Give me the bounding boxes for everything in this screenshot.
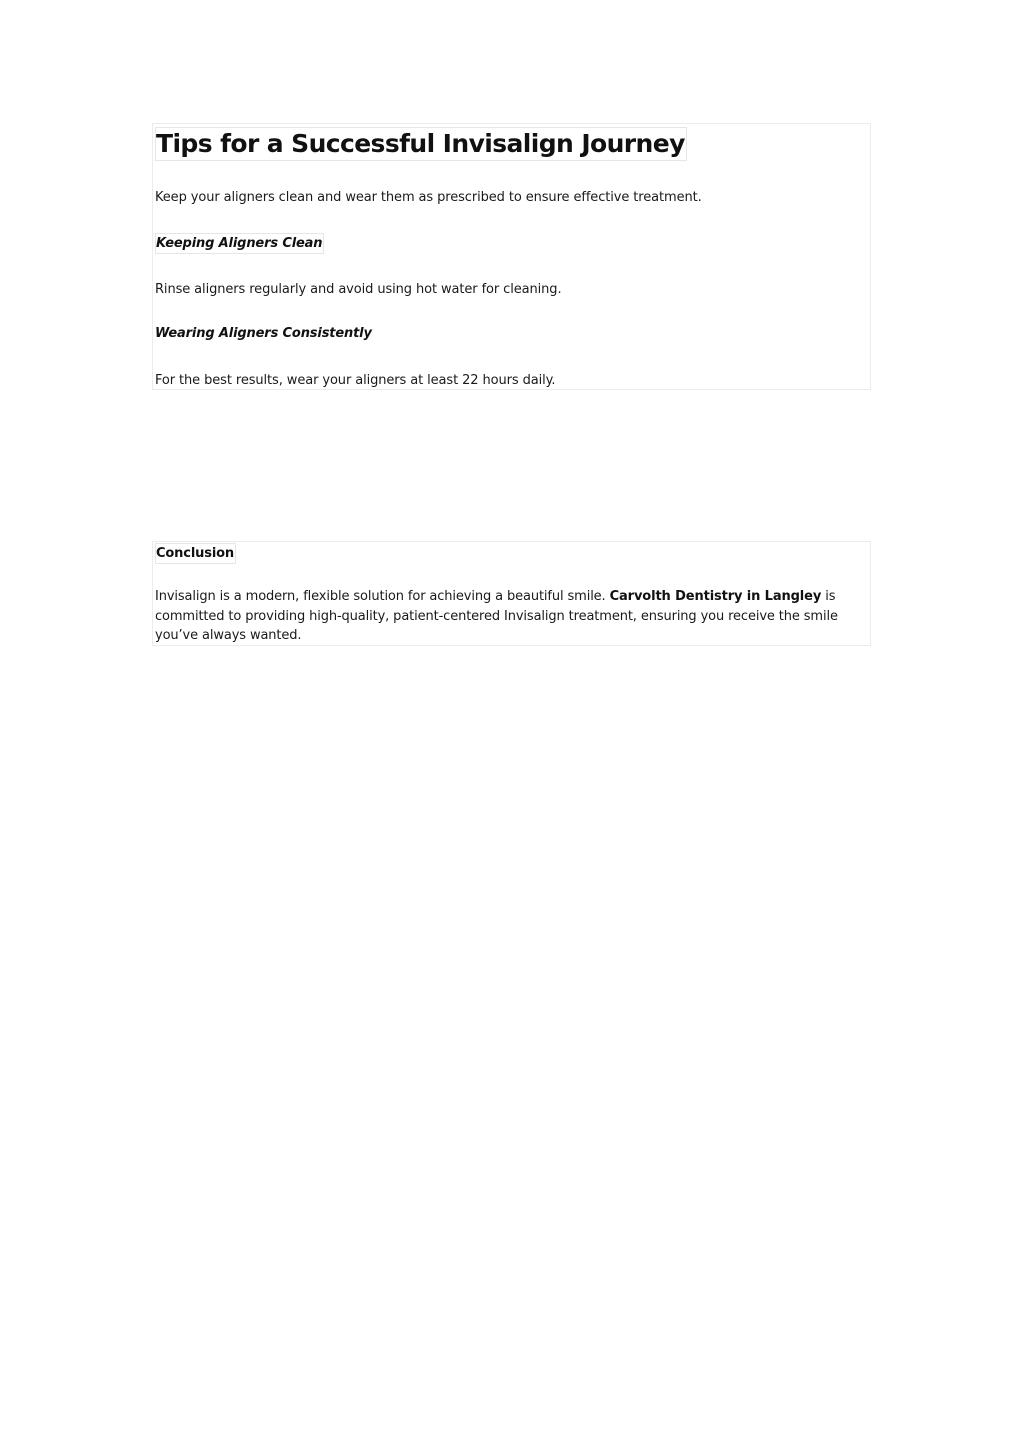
tips-intro-text: Keep your aligners clean and wear them as prescribed to ensure effective treatment. (155, 190, 702, 205)
conclusion-paragraph (155, 587, 855, 646)
conclusion-text-start: Invisalign is a modern, flexible solution for achieving a beautiful smile. (155, 589, 610, 604)
keeping-aligners-clean-text: Rinse aligners regularly and avoid using hot water for cleaning. (155, 282, 562, 297)
keeping-aligners-clean-heading: Keeping Aligners Clean (155, 233, 324, 254)
conclusion-heading: Conclusion (155, 543, 236, 564)
clinic-name-highlight: Carvolth Dentistry in Langley (609, 589, 822, 604)
wearing-aligners-heading: Wearing Aligners Consistently (155, 326, 372, 341)
wearing-aligners-text: For the best results, wear your aligners at least 22 hours daily. (155, 373, 556, 388)
conclusion-section (152, 541, 871, 646)
tips-section (152, 123, 871, 390)
page-title: Tips for a Successful Invisalign Journey (155, 127, 687, 161)
conclusion-text-end: is committed to providing high-quality, patient-centered Invisalign treatment, ensuring you receive the smile you’ve always wanted. (155, 589, 838, 643)
